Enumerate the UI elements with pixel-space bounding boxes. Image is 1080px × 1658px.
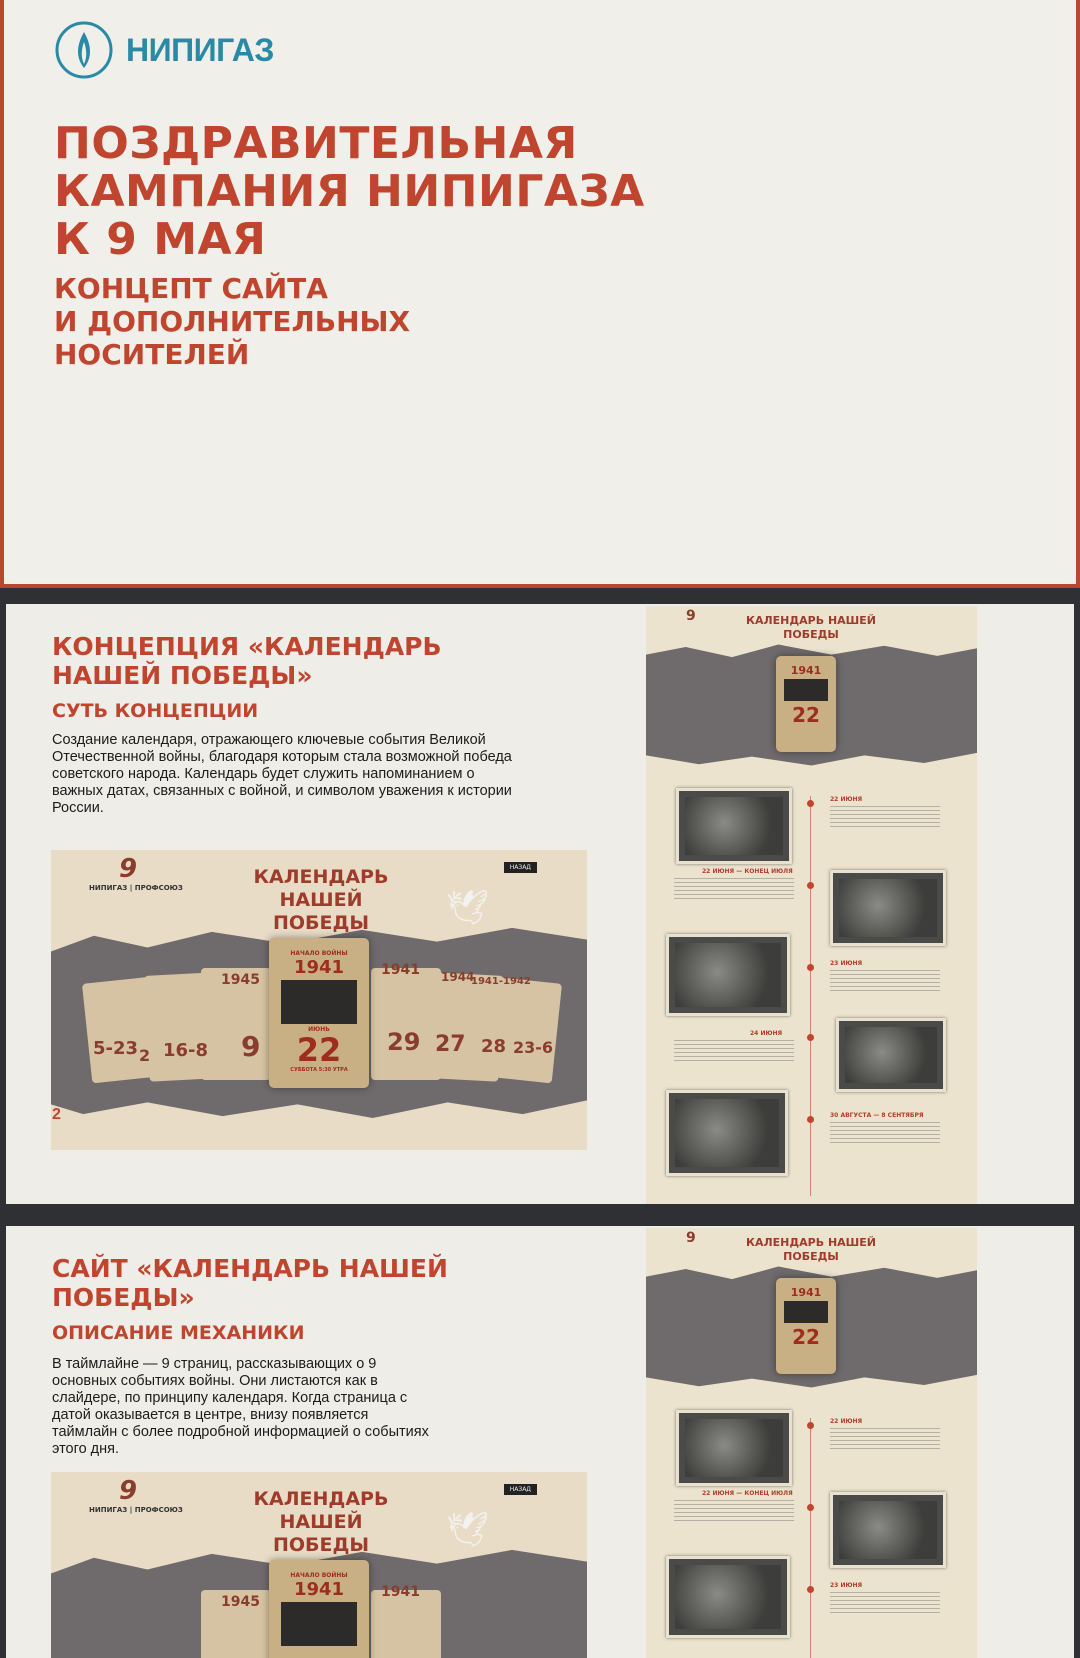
nine-logo: 9 bbox=[686, 1230, 696, 1246]
timeline-text bbox=[830, 1428, 940, 1450]
slide-subtitle: ОПИСАНИЕ МЕХАНИКИ bbox=[52, 1322, 305, 1344]
calendar-card bbox=[371, 1590, 441, 1658]
timeline-label: 23 ИЮНЯ bbox=[830, 960, 863, 967]
archive-photo bbox=[666, 934, 790, 1016]
timeline-label: 24 ИЮНЯ bbox=[750, 1030, 783, 1037]
archive-photo bbox=[830, 1492, 946, 1568]
timeline-dot bbox=[807, 1034, 814, 1041]
mockup-brand: НИПИГАЗ | ПРОФСОЮЗ bbox=[89, 1506, 183, 1514]
mockup-header: КАЛЕНДАРЬ НАШЕЙ ПОБЕДЫ bbox=[746, 614, 876, 641]
main-subtitle: КОНЦЕПТ САЙТА И ДОПОЛНИТЕЛЬНЫХ НОСИТЕЛЕЙ bbox=[54, 272, 411, 371]
dove-icon: 🕊 bbox=[446, 1511, 490, 1549]
timeline-dot bbox=[807, 800, 814, 807]
archive-photo bbox=[666, 1090, 788, 1176]
side-year: 1944 bbox=[441, 970, 475, 984]
title-slide bbox=[0, 0, 1080, 588]
concept-slide bbox=[6, 604, 1074, 1204]
side-day: 16-8 bbox=[163, 1040, 209, 1061]
dove-icon: 🕊 bbox=[446, 889, 490, 927]
main-title: ПОЗДРАВИТЕЛЬНАЯ КАМПАНИЯ НИПИГАЗА К 9 МАЯ bbox=[54, 118, 645, 265]
timeline-text bbox=[830, 970, 940, 992]
mockup-header: КАЛЕНДАРЬ НАШЕЙ ПОБЕДЫ bbox=[253, 866, 389, 934]
archive-photo bbox=[676, 1410, 792, 1486]
timeline-text bbox=[674, 1500, 794, 1522]
timeline-text bbox=[674, 1040, 794, 1062]
side-day: 29 bbox=[387, 1028, 421, 1056]
calendar-card-active: 1941 22 bbox=[776, 1278, 836, 1374]
side-year: 1945 bbox=[221, 1594, 260, 1610]
timeline-dot bbox=[807, 964, 814, 971]
slide-body: В таймлайне — 9 страниц, рассказывающих о 9 основных событиях войны. Они листаются как в слайдере, по принципу календаря. Когда страница с датой оказывается в центре, внизу появляется таймлайн с более подробной информацией о событиях этого дня. bbox=[52, 1356, 429, 1457]
mockup-brand: НИПИГАЗ | ПРОФСОЮЗ bbox=[89, 884, 183, 892]
mechanics-slide bbox=[6, 1226, 1074, 1658]
timeline-axis bbox=[810, 796, 811, 1196]
timeline-dot bbox=[807, 1422, 814, 1429]
archive-photo bbox=[666, 1556, 790, 1638]
back-button[interactable]: НАЗАД bbox=[504, 1484, 537, 1495]
timeline-text bbox=[674, 878, 794, 900]
site-mockup-timeline bbox=[646, 1228, 977, 1658]
timeline-text bbox=[830, 1122, 940, 1144]
timeline-text bbox=[830, 806, 940, 828]
side-day: 5-23 bbox=[93, 1038, 139, 1059]
timeline-label: 22 ИЮНЯ bbox=[830, 796, 863, 803]
calendar-card-active[interactable]: НАЧАЛО ВОЙНЫ 1941 bbox=[269, 1560, 369, 1658]
logo-text: НИПИГАЗ bbox=[126, 31, 274, 68]
mockup-header: КАЛЕНДАРЬ НАШЕЙ ПОБЕДЫ bbox=[253, 1488, 389, 1556]
calendar-card-active[interactable]: НАЧАЛО ВОЙНЫ 1941 ИЮНЬ 22 СУББОТА 5:30 УТРА bbox=[269, 938, 369, 1088]
timeline-dot bbox=[807, 1504, 814, 1511]
side-day: 28 bbox=[481, 1036, 507, 1057]
slide-title: КОНЦЕПЦИЯ «КАЛЕНДАРЬ НАШЕЙ ПОБЕДЫ» bbox=[52, 632, 442, 690]
slide-body: Создание календаря, отражающего ключевые события Великой Отечественной войны, благодаря которым стала возможной победа советского народа. Календарь будет служить напоминанием о важных датах, связанных с войной, и символом уважения к истории России. bbox=[52, 732, 512, 816]
side-day: 9 bbox=[241, 1030, 261, 1063]
calendar-card-active: 1941 22 bbox=[776, 656, 836, 752]
nine-logo: 9 bbox=[119, 1476, 138, 1506]
side-year: 1941-1942 bbox=[471, 976, 531, 987]
archive-photo bbox=[830, 870, 946, 946]
timeline-dot bbox=[807, 882, 814, 889]
slide-title: САЙТ «КАЛЕНДАРЬ НАШЕЙ ПОБЕДЫ» bbox=[52, 1254, 448, 1312]
nine-logo: 9 bbox=[119, 854, 138, 884]
archive-photo bbox=[676, 788, 792, 864]
nine-logo: 9 bbox=[686, 608, 696, 624]
side-year: 1941 bbox=[381, 1584, 420, 1600]
side-year: 1941 bbox=[381, 962, 420, 978]
timeline-label: 23 ИЮНЯ bbox=[830, 1582, 863, 1589]
timeline-axis bbox=[810, 1418, 811, 1658]
timeline-label: 22 ИЮНЯ bbox=[830, 1418, 863, 1425]
timeline-dot bbox=[807, 1116, 814, 1123]
archive-photo bbox=[836, 1018, 946, 1092]
calendar-card bbox=[482, 977, 562, 1084]
timeline-label: 22 ИЮНЯ — КОНЕЦ ИЮЛЯ bbox=[702, 1490, 793, 1497]
mockup-header: КАЛЕНДАРЬ НАШЕЙ ПОБЕДЫ bbox=[746, 1236, 876, 1263]
timeline-dot bbox=[807, 1586, 814, 1593]
slide-subtitle: СУТЬ КОНЦЕПЦИИ bbox=[52, 700, 259, 722]
timeline-label: 30 АВГУСТА — 8 СЕНТЯБРЯ bbox=[830, 1112, 924, 1119]
page-number: 2 bbox=[52, 1106, 61, 1123]
site-mockup-desktop bbox=[51, 1472, 587, 1658]
timeline-label: 22 ИЮНЯ — КОНЕЦ ИЮЛЯ bbox=[702, 868, 793, 875]
timeline-text bbox=[830, 1592, 940, 1614]
flame-logo-icon bbox=[54, 20, 114, 80]
side-day: 27 bbox=[435, 1032, 466, 1057]
back-button[interactable]: НАЗАД bbox=[504, 862, 537, 873]
side-day: 23-6 bbox=[513, 1038, 554, 1057]
site-mockup-desktop bbox=[51, 850, 587, 1150]
company-logo bbox=[54, 20, 274, 80]
site-mockup-timeline bbox=[646, 606, 977, 1204]
side-day: 2 bbox=[139, 1046, 151, 1065]
side-year: 1945 bbox=[221, 972, 260, 988]
